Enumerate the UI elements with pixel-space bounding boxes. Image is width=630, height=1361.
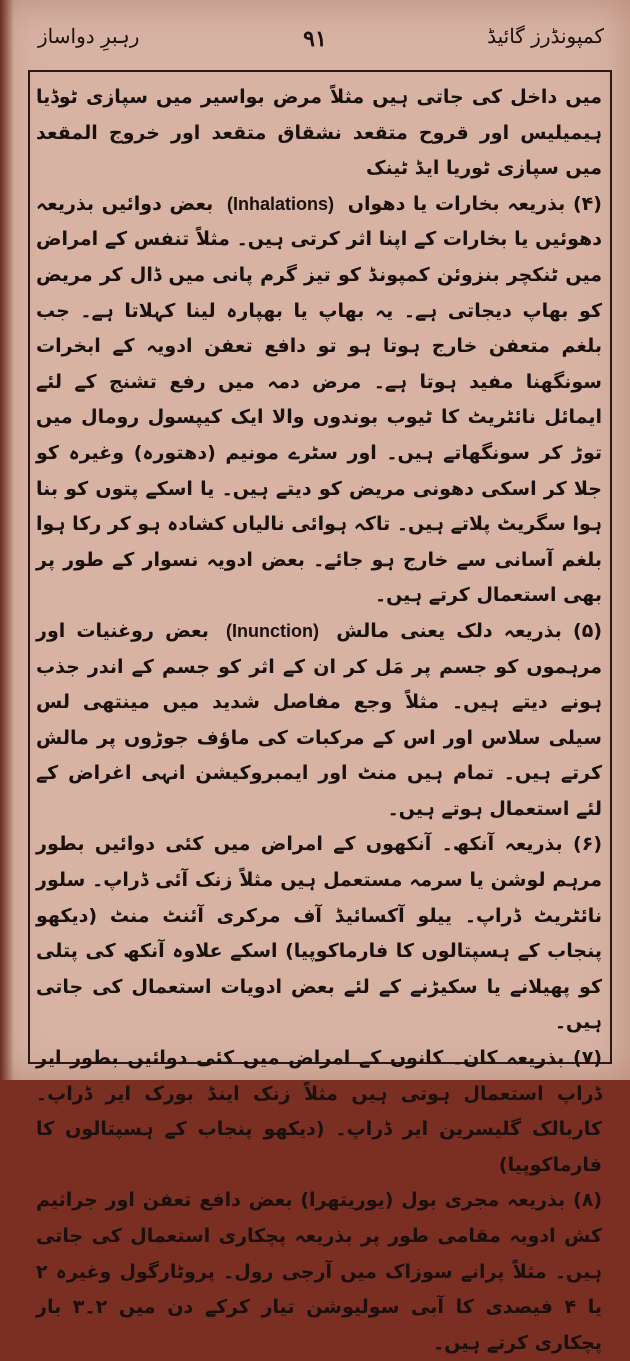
paragraph-inhalations [36,187,602,614]
section-5-heading: (۵) بذریعہ دلک یعنی مالش [336,619,602,642]
header-left-title: رہبرِ دواساز [38,24,140,48]
page-edge-shadow [0,0,14,1080]
page-number: ۹۱ [303,26,327,52]
paragraph-inunction [36,614,602,828]
paragraph-1: میں داخل کی جاتی ہیں مثلاً مرض بواسیر میں سپازی ٹوڈیا ہیمیلیس اور قروح متقعد نشقاق متقعد اور خروج المقعد میں سپازی ٹوریا ایڈ ٹینک [36,86,602,180]
page-header [20,6,610,54]
paragraph-eye: (۶) بذریعہ آنکھ۔ آنکھوں کے امراض میں کئی دوائیں بطور مرہم لوشن یا سرمہ مستعمل ہیں مثلاً زنک آئی ڈراپ۔ سلور نائٹریٹ ڈراپ۔ ییلو آکسائیڈ آف مرکری آئنٹ منٹ (دیکھو پنجاب کے ہسپتالوں کا فارماکوپیا) اسکے علاوہ آنکھ کی پتلی کو پھیلانے یا سکیڑنے کے لئے بعض ادویات استعمال کی جاتی ہیں۔ [36,833,602,1034]
paragraph-urethra: (۸) بذریعہ مجری بول (یوریتھرا) بعض دافع تعفن اور جراثیم کش ادویہ مقامی طور پر بذریعہ پچکاری استعمال کی جاتی ہیں۔ مثلاً پرانے سوزاک میں آرجی رول۔ پروٹارگول وغیرہ ۲ یا ۴ فیصدی کا آبی سولیوشن تیار کرکے دن میں ۲۔۳ بار پچکاری کرتے ہیں۔ [36,1189,602,1354]
section-5-text: بعض روغنیات اور مرہموں کو جسم پر مَل کر ان کے اثر کو جسم کے اندر جذب ہونے دیتے ہیں۔ مثلاً وجع مفاصل شدید میں مینتھی لس سیلی سلاس اور اس کے مرکبات کی ماؤف جوڑوں پر مالش کرتے ہیں۔ تمام ہیں منٹ اور ایمبروکیشن انہی اغراض کے لئے استعمال ہوتے ہیں۔ [36,619,602,820]
header-right-title: کمپونڈرز گائیڈ [487,24,604,48]
section-4-text: بعض دوائیں بذریعہ دھوئیں یا بخارات کے اپنا اثر کرتی ہیں۔ مثلاً تنفس کے امراض میں ٹنکچر بنزوئن کمپونڈ کو تیز گرم پانی میں ڈال کر مریض کو بھاپ دیجاتی ہے۔ یہ بھاپ یا بھپارہ لینا کہلاتا ہے۔ جب بلغم متعفن خارج ہوتا ہو تو دافع تعفن ادویہ کے ابخرات سونگھنا مفید ہوتا ہے۔ مرض دمہ میں رفع تشنج کے لئے ایمائل نائٹریٹ کا ٹیوب بوندوں والا ایک کیپسول رومال میں توڑ کر سونگھاتے ہیں۔ اور سٹرے مونیم (دھتورہ) وغیرہ کو جلا کر اسکی دھونی مریض کو دیتے ہیں۔ یا اسکے پتوں کو بنا ہوا سگریٹ پلاتے ہیں۔ تاکہ ہوائی نالیاں کشادہ ہو کر رکا ہوا بلغم آسانی سے خارج ہو جائے۔ بعض ادویہ نسوار کے طور پر بھی استعمال کرتے ہیں۔ [36,192,602,607]
body-text [36,80,602,1354]
term-inunction: (Inunction) [226,620,320,641]
term-inhalations: (Inhalations) [227,193,335,214]
paragraph-ear: (۷) بذریعہ کان۔ کانوں کے امراض میں کئی دوائیں بطور ایر ڈراپ استعمال ہوتی ہیں مثلاً زنک اینڈ بورک ایر ڈراپ۔ کاربالک گلیسرین ایر ڈراپ۔ (دیکھو پنجاب کے ہسپتالوں کا فارماکوپیا) [36,1047,602,1176]
section-4-heading: (۴) بذریعہ بخارات یا دھواں [347,192,602,215]
